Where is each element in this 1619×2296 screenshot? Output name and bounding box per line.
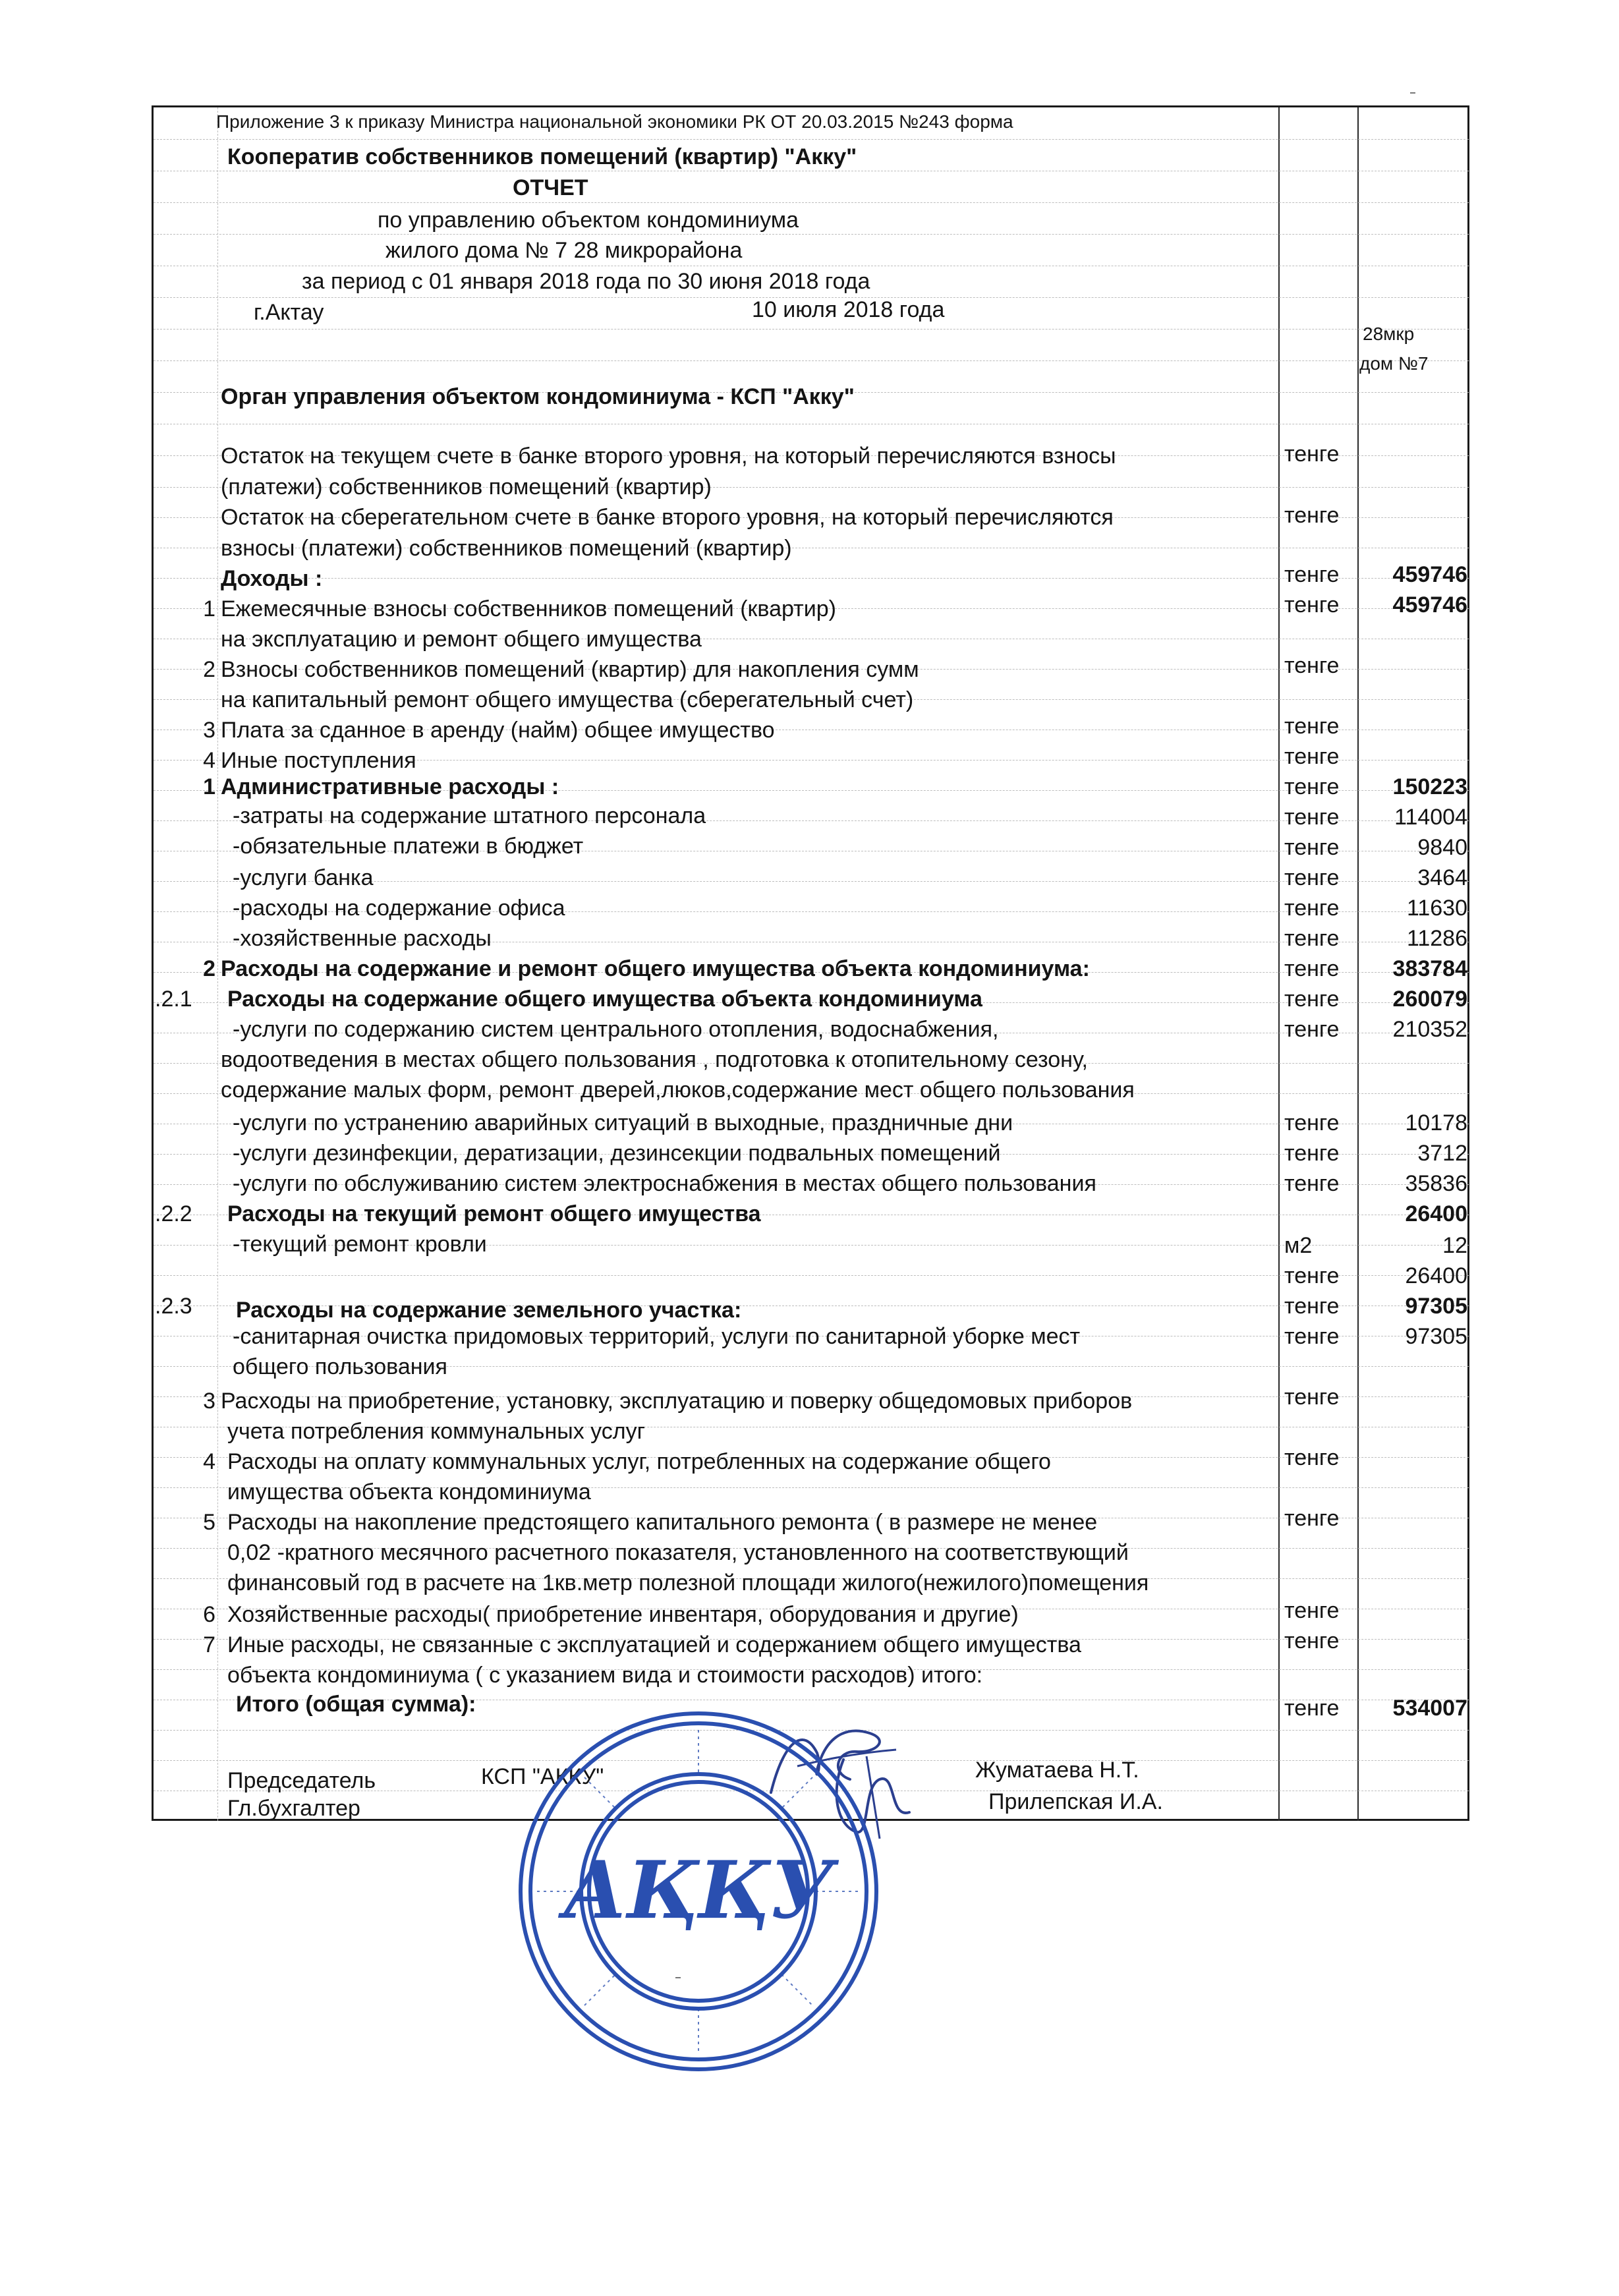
income-item-1-line2: на эксплуатацию и ремонт общего имущества — [221, 627, 702, 652]
balance-savings-line1: Остаток на сберегательном счете в банке второго уровня, на который перечисляются — [221, 505, 1114, 530]
admin-item-unit: тенге — [1284, 926, 1340, 951]
signature-org: КСП "АККУ" — [481, 1764, 604, 1789]
admin-item-value: 3464 — [1417, 865, 1467, 890]
expense-6-number: 6 — [203, 1602, 215, 1627]
service-item-unit: тенге — [1284, 1110, 1340, 1135]
house-label: дом №7 — [1359, 353, 1429, 374]
roof-area-value: 12 — [1442, 1233, 1467, 1258]
expense-7-number: 7 — [203, 1632, 215, 1657]
balance-current-line2: (платежи) собственников помещений (квартир) — [221, 474, 712, 500]
number-column-divider — [217, 107, 218, 1821]
expense-6-line1: Хозяйственные расходы( приобретение инвентаря, оборудования и другие) — [227, 1602, 1019, 1627]
expense-4-line2: имущества объекта кондоминиума — [227, 1479, 591, 1505]
report-date: 10 июля 2018 года — [752, 297, 945, 322]
expense-4-number: 4 — [203, 1449, 215, 1474]
income-item-1-number: 1 — [203, 596, 215, 621]
expense-3-line1: Расходы на приобретение, установку, эксплуатацию и поверку общедомовых приборов — [221, 1389, 1133, 1414]
service-item-label: -услуги дезинфекции, дератизации, дезинсекции подвальных помещений — [233, 1141, 1001, 1166]
report-sheet — [152, 105, 1469, 1821]
report-subtitle-1: по управлению объектом кондоминиума — [378, 208, 799, 233]
section-2-3-label: Расходы на содержание земельного участка: — [236, 1298, 742, 1323]
expense-7-line2: объекта кондоминиума ( с указанием вида и стоимости расходов) итого: — [227, 1663, 983, 1688]
grand-total-unit: тенге — [1284, 1696, 1340, 1721]
expense-3-unit: тенге — [1284, 1385, 1340, 1410]
admin-item-value: 9840 — [1417, 835, 1467, 860]
heating-services-unit: тенге — [1284, 1017, 1340, 1042]
scan-mark — [1410, 92, 1415, 94]
admin-total: 150223 — [1392, 774, 1467, 799]
row-line — [154, 139, 1469, 140]
maint-unit: тенге — [1284, 956, 1340, 981]
expense-3-number: 3 — [203, 1389, 215, 1414]
income-item-2-unit: тенге — [1284, 653, 1340, 678]
balance-savings-unit: тенге — [1284, 503, 1340, 528]
section-2-1-label: Расходы на содержание общего имущества объекта кондоминиума — [227, 987, 982, 1012]
row-line — [154, 578, 1469, 579]
admin-item-label: -услуги банка — [233, 865, 374, 890]
value-column-divider — [1357, 107, 1359, 1821]
admin-item-label: -расходы на содержание офиса — [233, 896, 565, 921]
income-item-4-number: 4 — [203, 748, 215, 773]
expense-7-line1: Иные расходы, не связанные с эксплуатацией и содержанием общего имущества — [227, 1632, 1081, 1657]
annex-note: Приложение 3 к приказу Министра национальной экономики РК ОТ 20.03.2015 №243 форма — [216, 111, 1013, 132]
service-item-label: -услуги по обслуживанию систем электроснабжения в местах общего пользования — [233, 1171, 1096, 1196]
admin-item-label: -затраты на содержание штатного персонала — [233, 803, 706, 828]
org-name: Кооператив собственников помещений (квартир) "Акку" — [227, 144, 857, 169]
expense-5-number: 5 — [203, 1510, 215, 1535]
income-item-4-line1: Иные поступления — [221, 748, 416, 773]
section-2-2-total: 26400 — [1405, 1201, 1467, 1226]
income-item-3-unit: тенге — [1284, 714, 1340, 739]
cooperative-stamp — [507, 1700, 890, 2082]
roof-cost-unit: тенге — [1284, 1263, 1340, 1288]
expense-6-unit: тенге — [1284, 1598, 1340, 1623]
admin-unit: тенге — [1284, 774, 1340, 799]
section-2-3-number: .2.3 — [155, 1294, 192, 1319]
service-item-value: 10178 — [1405, 1110, 1467, 1135]
heating-services-line1: -услуги по содержанию систем центрального отопления, водоснабжения, — [233, 1017, 999, 1042]
sanitation-line1: -санитарная очистка придомовых территорий, услуги по санитарной уборке мест — [233, 1324, 1081, 1349]
maint-label: Расходы на содержание и ремонт общего имущества объекта кондоминиума: — [221, 956, 1090, 981]
row-line — [154, 329, 1469, 330]
district-label: 28мкр — [1363, 324, 1415, 344]
expense-5-line3: финансовый год в расчете на 1кв.метр полезной площади жилого(нежилого)помещения — [227, 1570, 1149, 1595]
sanitation-unit: тенге — [1284, 1324, 1340, 1349]
report-city: г.Актау — [254, 300, 324, 325]
section-2-1-number: .2.1 — [155, 987, 192, 1012]
governing-body: Орган управления объектом кондоминиума - КСП "Акку" — [221, 384, 855, 409]
roof-repair-label: -текущий ремонт кровли — [233, 1232, 487, 1257]
section-2-1-total: 260079 — [1392, 987, 1467, 1012]
section-2-2-label: Расходы на текущий ремонт общего имущества — [227, 1201, 761, 1226]
heating-services-line3: содержание малых форм, ремонт дверей,люков,содержание мест общего пользования — [221, 1077, 1135, 1103]
income-total: 459746 — [1392, 562, 1467, 587]
heating-services-line2: водоотведения в местах общего пользования , подготовка к отопительному сезону, — [221, 1047, 1088, 1072]
expense-3-line2: учета потребления коммунальных услуг — [227, 1419, 645, 1444]
section-2-3-unit: тенге — [1284, 1294, 1340, 1319]
expense-5-line2: 0,02 -кратного месячного расчетного показателя, установленного на соответствующий — [227, 1540, 1129, 1565]
income-label: Доходы : — [221, 566, 323, 591]
row-line — [154, 1275, 1469, 1276]
admin-item-unit: тенге — [1284, 805, 1340, 830]
sanitation-line2: общего пользования — [233, 1354, 447, 1379]
admin-item-label: -обязательные платежи в бюджет — [233, 834, 584, 859]
service-item-value: 3712 — [1417, 1141, 1467, 1166]
income-unit: тенге — [1284, 562, 1340, 587]
chairman-role: Председатель — [227, 1768, 376, 1793]
income-item-1-value: 459746 — [1392, 592, 1467, 617]
income-item-3-number: 3 — [203, 718, 215, 743]
income-item-1-line1: Ежемесячные взносы собственников помещений (квартир) — [221, 596, 836, 621]
expense-7-unit: тенге — [1284, 1628, 1340, 1653]
admin-number: 1 — [203, 774, 215, 799]
expense-4-unit: тенге — [1284, 1445, 1340, 1470]
income-item-2-number: 2 — [203, 657, 215, 682]
balance-current-line1: Остаток на текущем счете в банке второго уровня, на который перечисляются взносы — [221, 444, 1116, 469]
section-2-3-total: 97305 — [1405, 1294, 1467, 1319]
row-line — [154, 234, 1469, 235]
roof-cost-value: 26400 — [1405, 1263, 1467, 1288]
row-line — [154, 360, 1469, 361]
grand-total-value: 534007 — [1392, 1696, 1467, 1721]
service-item-unit: тенге — [1284, 1141, 1340, 1166]
income-item-3-line1: Плата за сданное в аренду (найм) общее имущество — [221, 718, 775, 743]
service-item-label: -услуги по устранению аварийных ситуаций в выходные, праздничные дни — [233, 1110, 1013, 1135]
accountant-name: Прилепская И.А. — [988, 1789, 1163, 1814]
accountant-role: Гл.бухгалтер — [227, 1796, 360, 1821]
expense-4-line1: Расходы на оплату коммунальных услуг, потребленных на содержание общего — [227, 1449, 1051, 1474]
report-title: ОТЧЕТ — [513, 175, 588, 200]
row-line — [154, 202, 1469, 203]
balance-savings-line2: взносы (платежи) собственников помещений (квартир) — [221, 536, 792, 561]
heating-services-value: 210352 — [1392, 1017, 1467, 1042]
scan-mark — [675, 1977, 681, 1978]
admin-item-label: -хозяйственные расходы — [233, 926, 492, 951]
service-item-unit: тенге — [1284, 1171, 1340, 1196]
admin-item-unit: тенге — [1284, 896, 1340, 921]
grand-total-label: Итого (общая сумма): — [236, 1692, 476, 1717]
admin-item-unit: тенге — [1284, 865, 1340, 890]
report-subtitle-2: жилого дома № 7 28 микрорайона — [385, 238, 743, 263]
balance-current-unit: тенге — [1284, 442, 1340, 467]
admin-item-value: 11630 — [1406, 896, 1467, 921]
income-item-4-unit: тенге — [1284, 744, 1340, 769]
sanitation-value: 97305 — [1405, 1324, 1467, 1349]
income-item-2-line1: Взносы собственников помещений (квартир) для накопления сумм — [221, 657, 919, 682]
chairman-name: Жуматаева Н.Т. — [975, 1758, 1139, 1783]
section-2-2-number: .2.2 — [155, 1201, 192, 1226]
roof-area-unit: м2 — [1284, 1233, 1313, 1258]
income-item-1-unit: тенге — [1284, 592, 1340, 617]
service-item-value: 35836 — [1405, 1171, 1467, 1196]
admin-item-value: 114004 — [1394, 805, 1467, 830]
section-2-1-unit: тенге — [1284, 987, 1340, 1012]
stamp-center-text: АҚҚУ — [563, 1844, 834, 1937]
admin-item-value: 11286 — [1406, 926, 1467, 951]
admin-item-unit: тенге — [1284, 835, 1340, 860]
unit-column-divider — [1278, 107, 1280, 1821]
income-item-2-line2: на капитальный ремонт общего имущества (сберегательный счет) — [221, 687, 914, 712]
expense-5-line1: Расходы на накопление предстоящего капитального ремонта ( в размере не менее — [227, 1510, 1098, 1535]
admin-label: Административные расходы : — [221, 774, 559, 799]
expense-5-unit: тенге — [1284, 1506, 1340, 1531]
maint-total: 383784 — [1392, 956, 1467, 981]
report-period: за период с 01 января 2018 года по 30 июня 2018 года — [302, 269, 870, 294]
maint-number: 2 — [203, 956, 215, 981]
